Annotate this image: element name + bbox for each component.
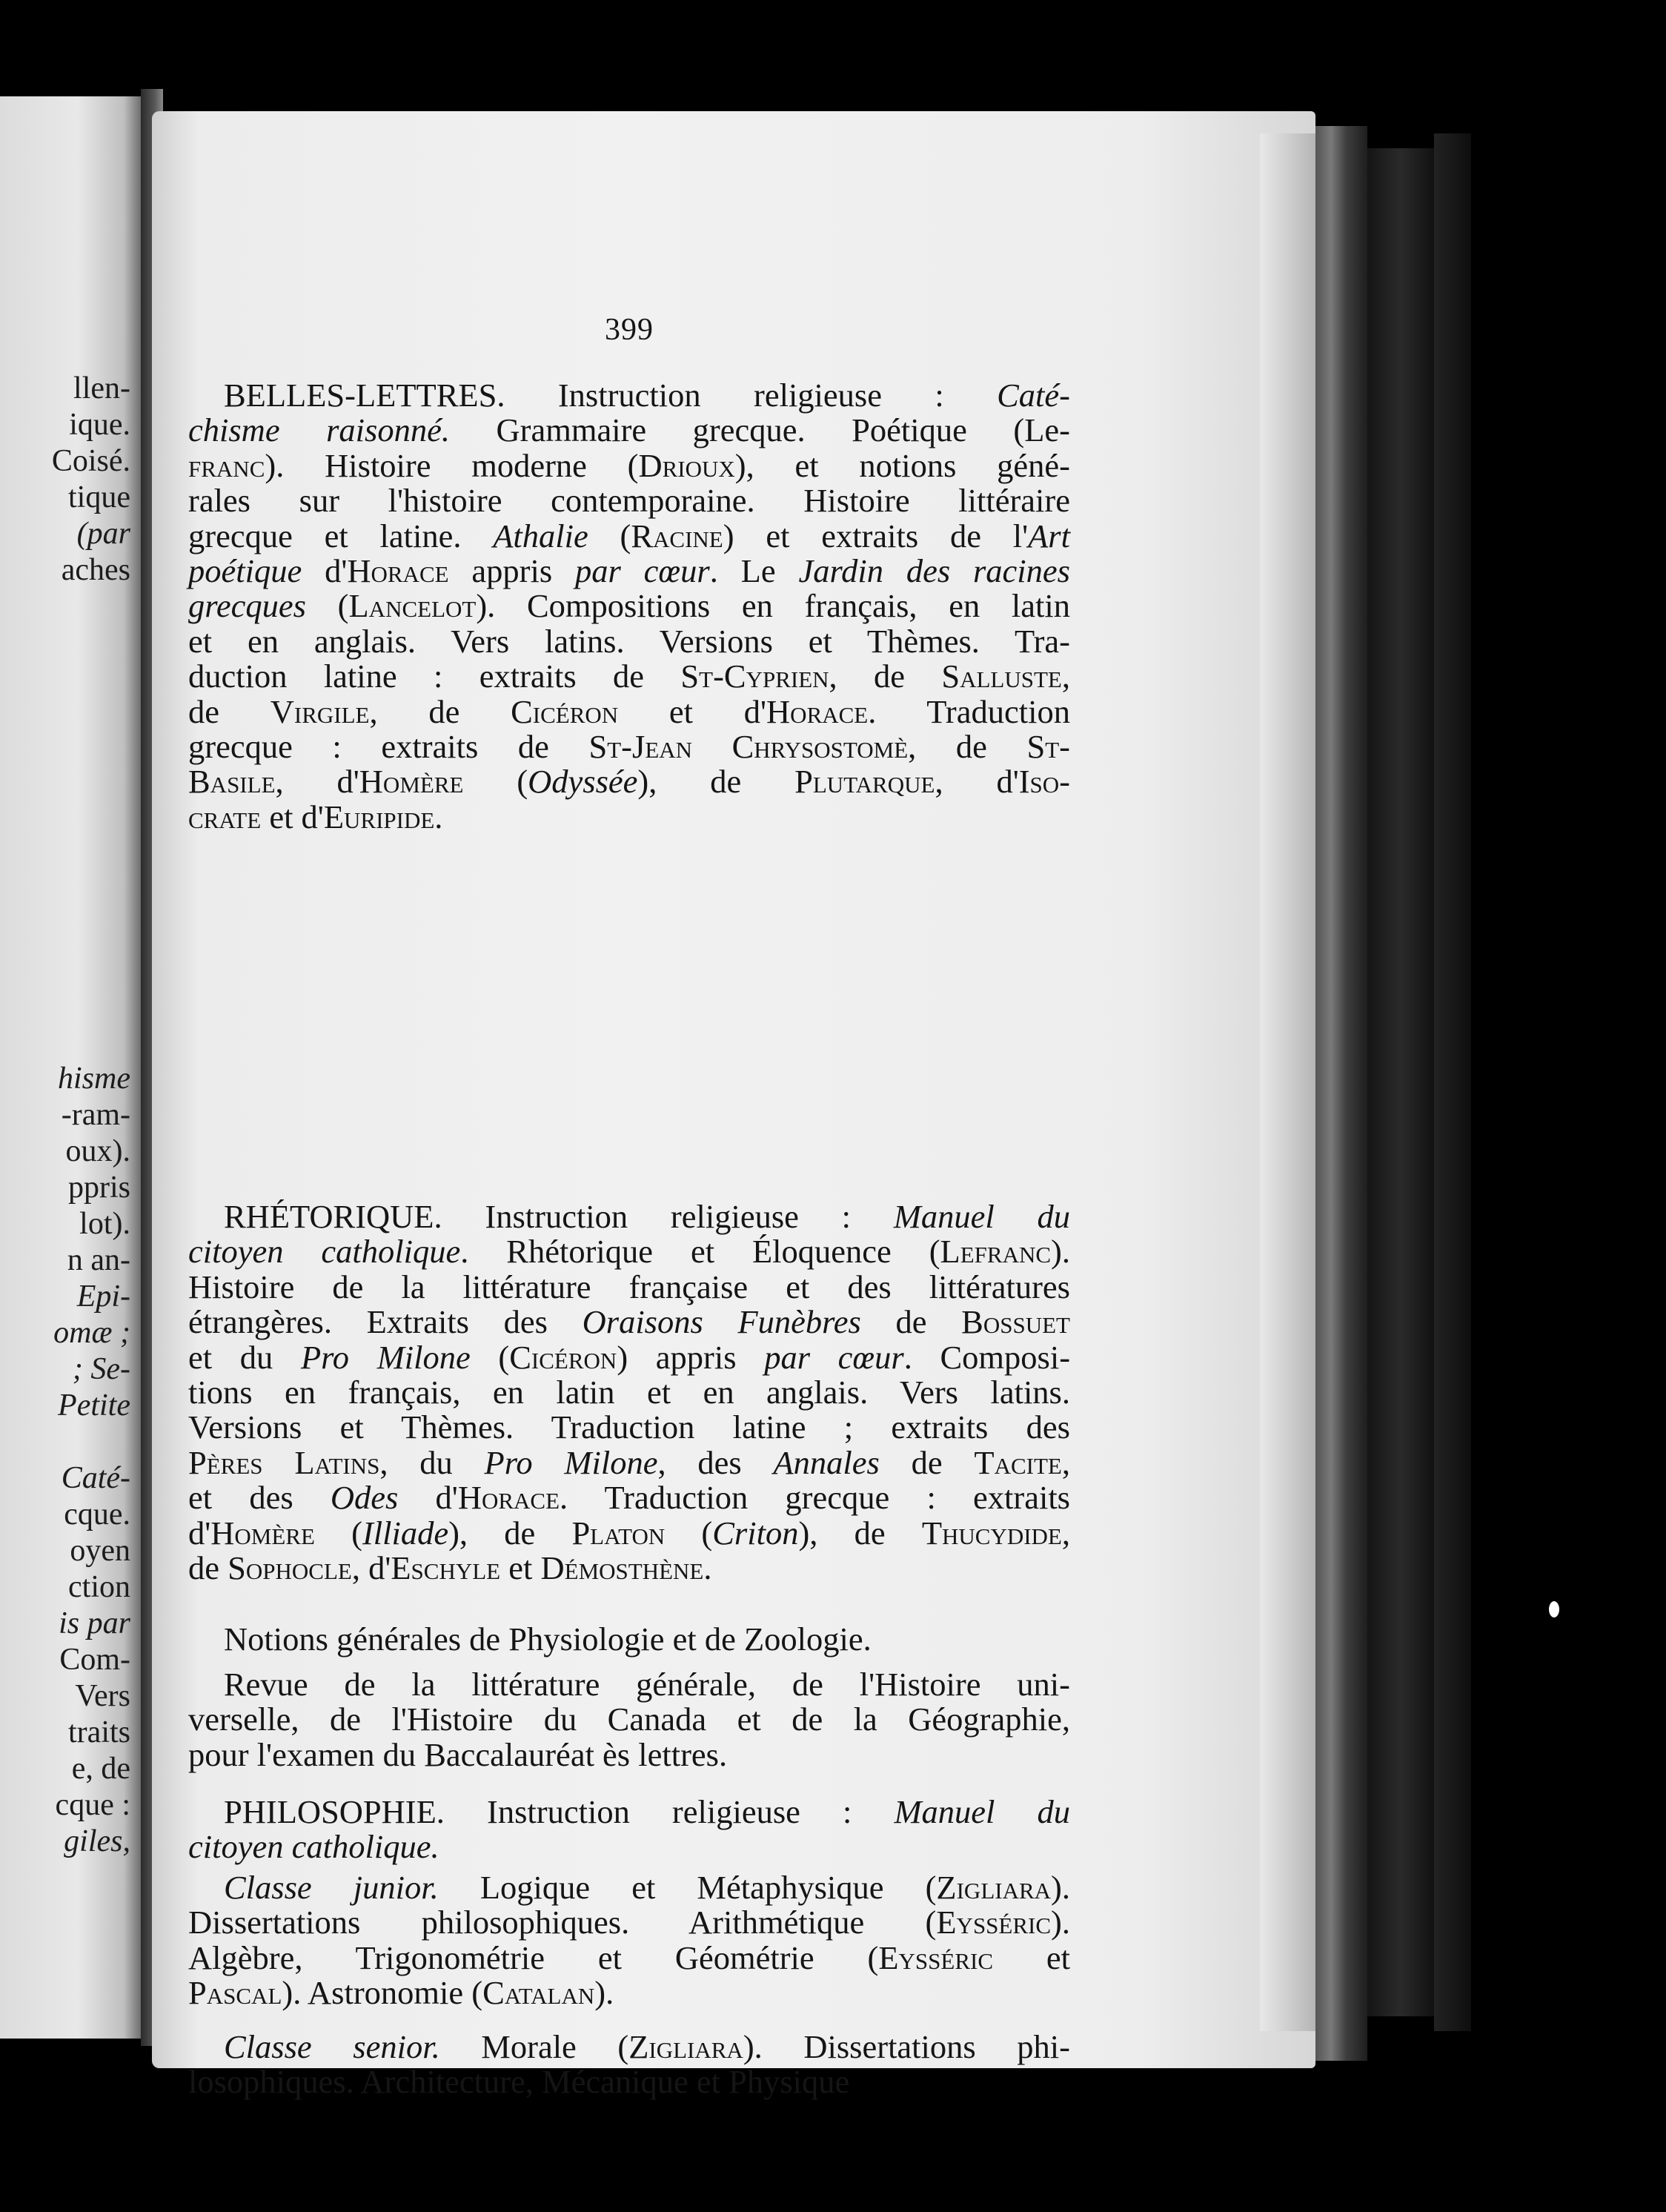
text-segment: ,: [1061, 1514, 1070, 1552]
left-fragment: cque :: [55, 1788, 130, 1822]
left-fragment: traits: [68, 1715, 130, 1749]
text-segment: et des: [188, 1479, 331, 1517]
text-segment: Pères Latins: [188, 1443, 380, 1481]
text-segment: Zigliara: [628, 2028, 743, 2065]
text-segment: Illiade: [362, 1514, 449, 1552]
text-segment: de: [188, 1549, 228, 1587]
text-segment: ), de: [448, 1514, 572, 1552]
text-segment: chisme raisonné.: [188, 411, 450, 449]
text-segment: . Composi-: [903, 1338, 1071, 1376]
text-line: [188, 1938, 1070, 1976]
text-segment: Odes: [330, 1479, 399, 1517]
text-segment: ). Compositions en français, en latin: [476, 587, 1070, 625]
text-segment: , des: [657, 1443, 774, 1481]
text-segment: ). Astronomie (: [282, 1974, 483, 2012]
left-fragment: [0, 952, 130, 988]
left-fragment: cque.: [64, 1497, 130, 1531]
left-fragment: [0, 625, 130, 661]
text-segment: . Rhétorique et Éloquence (: [460, 1233, 940, 1271]
text-segment: ,: [1061, 1443, 1070, 1481]
text-line: [188, 1905, 1070, 1940]
text-segment: Pro Milone: [484, 1443, 658, 1481]
text-segment: d': [188, 1514, 211, 1552]
text-segment: Cicéron: [511, 692, 619, 730]
text-segment: Zigliara: [936, 1869, 1052, 1906]
text-segment: Catalan: [482, 1974, 595, 2012]
left-fragment: ; Se-: [72, 1352, 130, 1386]
text-segment: Classe senior.: [224, 2028, 440, 2065]
text-segment: Homère: [359, 763, 464, 801]
text-segment: Instruction religieuse :: [505, 377, 998, 414]
text-segment: et: [500, 1549, 541, 1587]
text-line: [188, 659, 1070, 694]
text-segment: Jardin des racines: [798, 552, 1070, 590]
text-line: verselle, de l'Histoire du Canada et de la Géographie,: [188, 1701, 1070, 1738]
left-fragment: [0, 988, 130, 1024]
left-fragment: [0, 807, 130, 843]
left-fragment: [0, 770, 130, 807]
text-segment: Racine: [631, 517, 723, 554]
left-fragment: Caté-: [61, 1461, 130, 1495]
page-number: 399: [605, 313, 654, 347]
left-fragment: giles,: [64, 1824, 130, 1858]
text-segment: Annales: [773, 1443, 880, 1481]
text-segment: , d': [935, 763, 1019, 801]
text-segment: . Traduction grecque : extraits: [560, 1479, 1070, 1517]
text-segment: (: [306, 587, 349, 625]
text-segment: Homère: [210, 1514, 315, 1552]
text-segment: ), et notions géné-: [734, 446, 1070, 484]
text-line: [188, 554, 1070, 589]
text-line: Revue de la littérature générale, de l'Histoire uni-: [224, 1666, 1070, 1703]
left-fragment: Epi-: [76, 1279, 130, 1314]
text-segment: par cœur: [575, 552, 710, 590]
text-segment: et du: [188, 1338, 301, 1376]
book-cover-shadow: [1367, 148, 1434, 2016]
text-segment: Classe junior.: [224, 1869, 439, 1906]
text-segment: citoyen catholique.: [188, 1828, 439, 1866]
text-segment: losophiques. Architecture, Mécanique et Physique: [188, 2063, 850, 2101]
left-fragment: tique: [68, 480, 130, 514]
text-segment: , de: [829, 658, 942, 695]
text-segment: (: [470, 1338, 510, 1376]
text-line: [188, 1234, 1070, 1269]
left-fragment: [0, 1424, 130, 1460]
left-fragment: oyen: [70, 1534, 130, 1568]
text-segment: tions en français, en latin et en anglais. Vers latins.: [188, 1374, 1070, 1411]
text-line: [188, 624, 1070, 659]
left-fragment: ction: [68, 1570, 130, 1604]
text-line: [188, 692, 1070, 730]
text-segment: ,: [1061, 658, 1070, 695]
left-fragment: aches: [61, 553, 130, 587]
left-fragment: Petite: [58, 1388, 130, 1423]
text-segment: Algèbre, Trigonométrie et Géométrie (: [188, 1938, 879, 1976]
text-segment: Morale (: [439, 2028, 629, 2065]
left-fragment: n an-: [67, 1243, 130, 1277]
text-segment: Oraisons Funèbres: [582, 1303, 861, 1341]
text-segment: étrangères. Extraits des: [188, 1303, 583, 1341]
left-fragment: Com-: [59, 1643, 130, 1677]
book-cover-edge: [1315, 126, 1367, 2061]
text-segment: (: [665, 1514, 713, 1552]
rhetorique-paragraph: [188, 1199, 1070, 1586]
text-segment: appris: [448, 552, 576, 590]
text-segment: Athalie: [493, 517, 588, 554]
text-line: [188, 589, 1070, 623]
text-line: [188, 764, 1070, 799]
text-segment: Criton: [712, 1514, 799, 1552]
text-segment: Sophocle: [228, 1549, 352, 1587]
text-segment: Démosthène: [540, 1549, 704, 1587]
text-segment: .: [703, 1549, 712, 1587]
text-segment: Histoire de la littérature française et des littératures: [188, 1268, 1070, 1305]
text-segment: .: [434, 798, 443, 835]
text-segment: Manuel du: [894, 1793, 1070, 1830]
text-segment: (: [314, 1514, 362, 1552]
text-line: [188, 2030, 1070, 2064]
left-fragment: [0, 1024, 130, 1061]
text-segment: Lefranc: [940, 1233, 1052, 1271]
text-line: [188, 1375, 1070, 1410]
text-segment: Basile: [188, 763, 276, 801]
text-line: [188, 1516, 1070, 1551]
scan-speck: [1549, 1601, 1559, 1617]
text-segment: et d': [618, 692, 767, 730]
text-segment: , d': [351, 1549, 391, 1587]
text-segment: Euripide: [323, 798, 435, 835]
text-line: [188, 1870, 1070, 1905]
text-segment: Art: [1028, 517, 1070, 554]
philosophie-paragraph: [188, 1795, 1070, 1865]
text-segment: ) appris: [617, 1338, 765, 1376]
text-segment: ). Dissertations phi-: [743, 2028, 1070, 2065]
left-fragment: is par: [59, 1606, 130, 1640]
text-segment: Odyssée: [528, 763, 638, 801]
text-line: [188, 800, 1070, 835]
left-fragment: [0, 698, 130, 734]
text-segment: de: [879, 1443, 975, 1481]
text-segment: Eysséric: [936, 1904, 1052, 1941]
text-segment: Plutarque: [794, 763, 935, 801]
left-fragment: Coisé.: [51, 444, 130, 478]
text-segment: ). Histoire moderne (: [265, 446, 639, 484]
text-segment: Bossuet: [961, 1303, 1070, 1341]
left-fragment: (par: [76, 517, 130, 551]
left-fragment: [0, 734, 130, 770]
text-segment: et en anglais. Vers latins. Versions et Thèmes. Tra-: [188, 622, 1070, 660]
text-line: [188, 1410, 1070, 1445]
text-segment: Drioux: [638, 446, 735, 484]
text-segment: , de: [369, 692, 511, 730]
left-fragment: [0, 843, 130, 879]
text-segment: d': [302, 552, 348, 590]
text-segment: . Le: [709, 552, 799, 590]
text-segment: Eschyle: [391, 1549, 501, 1587]
text-segment: Virgile: [270, 692, 370, 730]
text-segment: St-Jean Chrysostomè: [588, 728, 909, 766]
text-segment: (: [588, 517, 631, 554]
left-fragment: -ram-: [61, 1098, 130, 1132]
text-line: [188, 413, 1070, 448]
text-line: [188, 1270, 1070, 1305]
text-line: [188, 1480, 1070, 1515]
text-segment: St-Cyprien: [680, 658, 829, 695]
text-segment: St-: [1026, 728, 1070, 766]
left-fragment: ppris: [68, 1170, 130, 1205]
left-fragment: [0, 589, 130, 625]
text-segment: Pascal: [188, 1974, 282, 2012]
left-fragment: oux).: [65, 1134, 130, 1168]
revue-paragraph: [188, 1667, 1070, 1772]
text-segment: franc: [188, 446, 265, 484]
text-segment: Cicéron: [509, 1338, 617, 1376]
left-fragment: ique.: [69, 408, 130, 442]
belles-lettres-paragraph: [188, 378, 1070, 835]
text-line: [188, 448, 1070, 483]
text-segment: Tacite: [974, 1443, 1062, 1481]
text-line: [188, 2064, 1070, 2099]
text-segment: Instruction religieuse :: [442, 1198, 894, 1235]
text-segment: (: [463, 763, 528, 801]
text-segment: , d': [275, 763, 359, 801]
classe-junior-paragraph: [188, 1870, 1070, 2011]
text-segment: . Traduction: [868, 692, 1070, 730]
text-segment: Horace: [457, 1479, 560, 1517]
left-fragment: e, de: [71, 1752, 130, 1786]
text-segment: RHÉTORIQUE.: [224, 1198, 442, 1235]
text-segment: Dissertations philosophiques. Arithmétique (: [188, 1904, 937, 1941]
text-line: [188, 1305, 1070, 1340]
text-segment: de: [860, 1303, 962, 1341]
text-segment: Caté-: [997, 377, 1070, 414]
notions-paragraph: [188, 1622, 1070, 1657]
text-line: [188, 483, 1070, 518]
text-segment: BELLES-LETTRES.: [224, 377, 505, 414]
text-segment: Lancelot: [348, 587, 477, 625]
text-segment: rales sur l'histoire contemporaine. Histoire littéraire: [188, 482, 1070, 520]
left-fragment: [0, 661, 130, 698]
text-segment: poétique: [188, 552, 302, 590]
text-line: [188, 519, 1070, 554]
text-segment: Salluste: [941, 658, 1062, 695]
text-segment: Instruction religieuse :: [444, 1793, 895, 1830]
left-fragment: omæ ;: [53, 1316, 130, 1350]
text-segment: ).: [1051, 1869, 1070, 1906]
text-segment: ).: [594, 1974, 614, 2012]
text-segment: Horace: [766, 692, 869, 730]
text-segment: de: [188, 692, 271, 730]
text-segment: Eysséric: [878, 1938, 993, 1976]
text-line: [188, 1340, 1070, 1375]
text-segment: crate: [188, 798, 262, 835]
left-page-text-fragments: [0, 96, 130, 1860]
text-line: [188, 1829, 1070, 1864]
text-line: [188, 1199, 1070, 1234]
text-segment: et: [993, 1938, 1070, 1976]
classe-senior-paragraph: [188, 2030, 1070, 2100]
text-segment: Platon: [571, 1514, 666, 1552]
text-segment: Pro Milone: [300, 1338, 471, 1376]
text-segment: grecque et latine.: [188, 517, 494, 554]
text-segment: ).: [1051, 1904, 1070, 1941]
text-segment: grecques: [188, 587, 306, 625]
text-segment: par cœur: [764, 1338, 904, 1376]
text-line: [188, 1976, 1070, 2010]
text-segment: Grammaire grecque. Poétique (Le-: [449, 411, 1070, 449]
left-fragment: Vers: [75, 1679, 130, 1713]
text-line: [188, 1443, 1070, 1481]
text-segment: d': [398, 1479, 458, 1517]
text-line: [188, 1551, 1070, 1586]
page-edge: [1260, 133, 1315, 2031]
text-segment: Versions et Thèmes. Traduction latine ; extraits des: [188, 1408, 1070, 1446]
text-segment: ), de: [637, 763, 795, 801]
text-segment: ), de: [798, 1514, 922, 1552]
text-segment: , de: [908, 728, 1027, 766]
text-segment: citoyen catholique: [188, 1233, 461, 1271]
left-fragment: hisme: [58, 1062, 130, 1096]
text-segment: ).: [1051, 1233, 1070, 1271]
text-line: pour l'examen du Baccalauréat ès lettres.: [188, 1735, 728, 1773]
text-segment: Thucydide: [921, 1514, 1062, 1552]
left-fragment: [0, 879, 130, 915]
book-cover-outer: [1434, 133, 1471, 2031]
text-segment: et d': [261, 798, 324, 835]
text-line: [188, 729, 1070, 764]
text-segment: grecque : extraits de: [188, 728, 589, 766]
notions-line: Notions générales de Physiologie et de Zoologie.: [224, 1620, 872, 1658]
text-segment: , du: [379, 1443, 485, 1481]
left-fragment: lot).: [79, 1207, 130, 1241]
text-line: [188, 1795, 1070, 1829]
text-line: [188, 378, 1070, 413]
text-segment: Manuel du: [893, 1198, 1070, 1235]
text-segment: Logique et Métaphysique (: [438, 1869, 937, 1906]
left-fragment: [0, 915, 130, 952]
text-segment: PHILOSOPHIE.: [224, 1793, 445, 1830]
left-fragment: llen-: [73, 371, 130, 405]
text-segment: ) et extraits de l': [723, 517, 1029, 554]
text-segment: Horace: [347, 552, 449, 590]
left-page: [0, 96, 141, 2039]
text-segment: duction latine : extraits de: [188, 658, 681, 695]
text-segment: Iso-: [1018, 763, 1070, 801]
